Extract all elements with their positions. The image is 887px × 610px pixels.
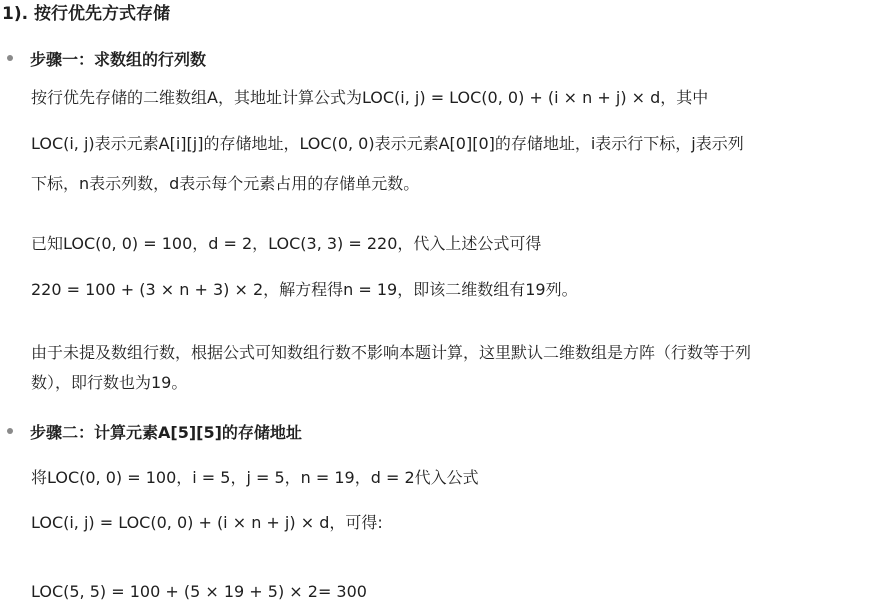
step-two-result: LOC(5, 5) = 100 + (5 × 19 + 5) × 2= 300 bbox=[31, 582, 367, 601]
step-two-line: LOC(i, j) = LOC(0, 0) + (i × n + j) × d，可得: bbox=[31, 513, 383, 532]
step-one-line: 由于未提及数组行数，根据公式可知数组行数不影响本题计算，这里默认二维数组是方阵（行数等于列 bbox=[31, 343, 752, 362]
step-two-title: 步骤二：计算元素A[5][5]的存储地址 bbox=[30, 422, 302, 442]
step-one-line: LOC(i, j)表示元素A[i][j]的存储地址，LOC(0, 0)表示元素A[0][0]的存储地址，i表示行下标，j表示列 bbox=[31, 134, 744, 153]
step-one-item bbox=[0, 44, 206, 72]
step-one-line: 按行优先存储的二维数组A，其地址计算公式为LOC(i, j) = LOC(0, 0) + (i × n + j) × d，其中 bbox=[31, 88, 709, 107]
step-one-line: 数），即行数也为19。 bbox=[31, 373, 188, 392]
step-one-title: 步骤一：求数组的行列数 bbox=[30, 49, 207, 69]
step-one-line: 220 = 100 + (3 × n + 3) × 2，解方程得n = 19，即该二维数组有19列。 bbox=[31, 280, 578, 299]
step-two-item bbox=[0, 417, 302, 445]
bullet-icon bbox=[7, 55, 13, 61]
step-two-line: 将LOC(0, 0) = 100，i = 5，j = 5，n = 19，d = 2代入公式 bbox=[31, 468, 479, 487]
bullet-icon bbox=[7, 428, 13, 434]
step-one-line: 下标，n表示列数，d表示每个元素占用的存储单元数。 bbox=[31, 174, 420, 193]
step-one-line: 已知LOC(0, 0) = 100，d = 2，LOC(3, 3) = 220，代入上述公式可得 bbox=[31, 234, 542, 253]
section-heading: 1). 按行优先方式存储 bbox=[2, 4, 170, 24]
